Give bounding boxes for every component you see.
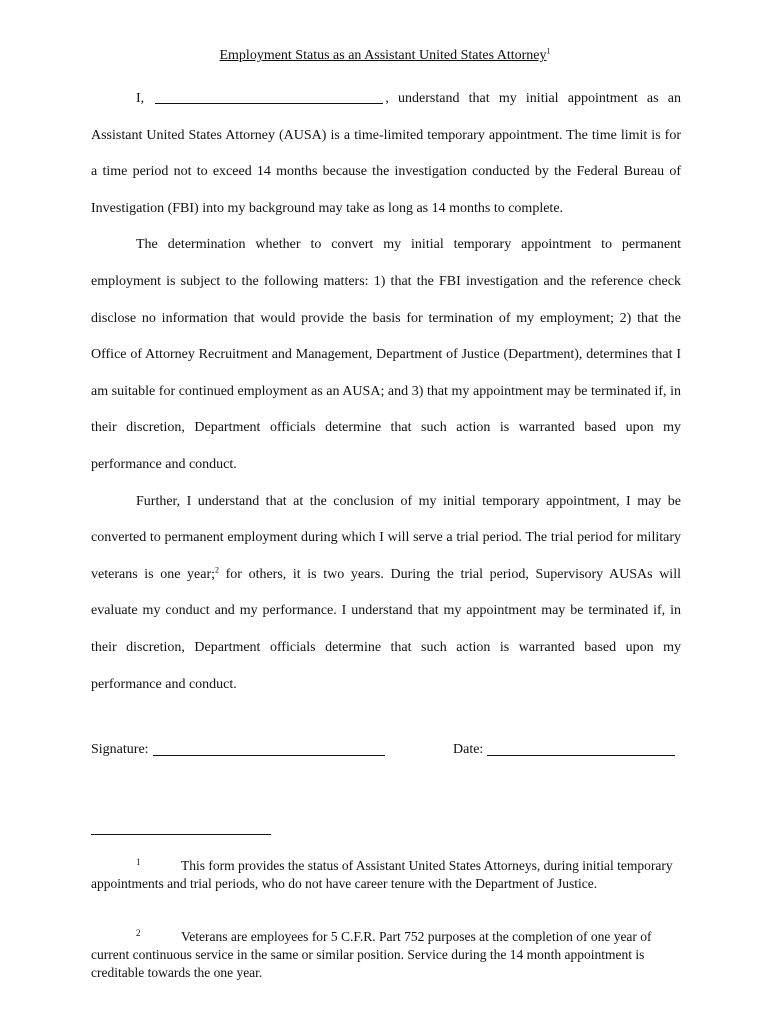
footnote-2 — [91, 924, 681, 982]
footnote-1-mark: 1 — [136, 857, 141, 867]
footnote-1 — [91, 853, 681, 893]
date-label: Date: — [453, 742, 484, 757]
footnote-divider — [91, 834, 271, 835]
document-title-text: Employment Status as an Assistant United States Attorney — [219, 48, 547, 63]
footnote-ref-2: 2 — [215, 565, 220, 575]
name-blank-field[interactable] — [155, 89, 383, 104]
signature-label: Signature: — [91, 742, 149, 757]
document-body — [91, 81, 681, 703]
signature-row — [91, 740, 681, 762]
paragraph-3-pre: Further, I understand that at the conclusion of my initial temporary appointment, I may be converted to permanent employment during which I will serve a trial period. The trial period for military veterans is one year; — [91, 493, 681, 582]
signature-line-field[interactable] — [153, 740, 385, 756]
paragraph-3-post: for others, it is two years. During the trial period, Supervisory AUSAs will evaluate my conduct and my performance. I understand that my appointment may be terminated if, in their discretion, Department officials determine that such action is warranted based upon my performance and conduct. — [91, 566, 681, 692]
paragraph-1-pre: I, — [136, 91, 145, 106]
date-block — [453, 740, 675, 758]
date-line-field[interactable] — [487, 740, 675, 756]
paragraph-2: The determination whether to convert my initial temporary appointment to permanent employment is subject to the following matters: 1) that the FBI investigation and the reference check disclose no information that would provide the basis for termination of my employment; 2) that the Office of Attorney Recruitment and Management, Department of Justice (Department), determines that I am suitable for continued employment as an AUSA; and 3) that my appointment may be terminated if, in their discretion, Department officials determine that such action is warranted based upon my performance and conduct. — [91, 237, 681, 472]
paragraph-3 — [91, 484, 681, 704]
footnote-2-text: Veterans are employees for 5 C.F.R. Part 752 purposes at the completion of one year of current continuous service in the same or similar position. Service during the 14 month appointment is creditable towards the one year. — [91, 929, 652, 980]
footnote-ref-1: 1 — [546, 46, 551, 56]
signature-block — [91, 740, 385, 758]
paragraph-1-post: , understand that my initial appointment as an Assistant United States Attorney (AUSA) is a time-limited temporary appointment. The time limit is for a time period not to exceed 14 months because the investigation conducted by the Federal Bureau of Investigation (FBI) into my background may take as long as 14 months to complete. — [91, 91, 681, 216]
paragraph-1 — [91, 81, 681, 227]
footnote-1-text: This form provides the status of Assistant United States Attorneys, during initial temporary appointments and trial periods, who do not have career tenure with the Department of Justice. — [91, 858, 673, 891]
document-title — [0, 47, 770, 65]
footnote-2-mark: 2 — [136, 928, 141, 938]
